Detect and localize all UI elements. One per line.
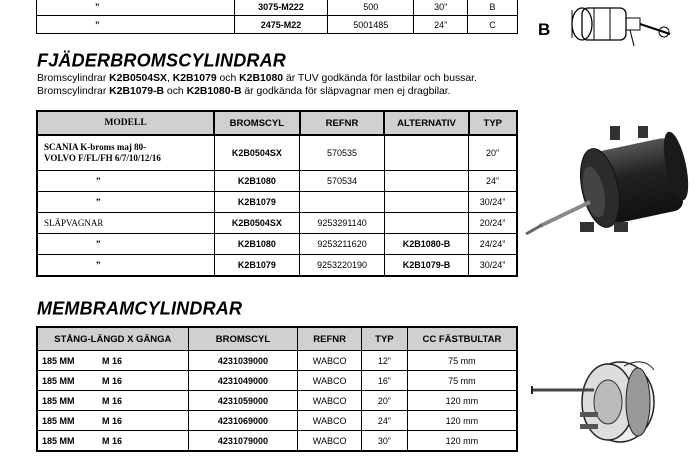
model-cell: ” bbox=[37, 0, 235, 16]
typ-cell: 30” bbox=[414, 0, 468, 16]
membrane-cylinder-image bbox=[528, 352, 668, 452]
col-header-alternativ: ALTERNATIV bbox=[384, 111, 468, 135]
length-thread-cell: 185 MM M 16 bbox=[37, 391, 188, 411]
cc-cell: 120 mm bbox=[407, 411, 517, 431]
alt-cell: K2B1079-B bbox=[384, 255, 468, 277]
table-row bbox=[37, 0, 518, 16]
table-row bbox=[37, 411, 517, 431]
typ-cell: 20” bbox=[362, 391, 408, 411]
bromscyl-cell: 4231039000 bbox=[188, 351, 298, 371]
spring-brake-cylinder-image bbox=[520, 126, 695, 266]
label-b: B bbox=[538, 20, 551, 39]
table-row bbox=[37, 213, 517, 234]
model-cell: SCANIA K-broms maj 80- VOLVO F/FL/FH 6/7/10/12/16 bbox=[37, 135, 214, 171]
bromscyl-cell: K2B1080 bbox=[214, 234, 299, 255]
bromscyl-cell: 4231069000 bbox=[188, 411, 298, 431]
length-thread-cell: 185 MM M 16 bbox=[37, 411, 188, 431]
refnr-cell bbox=[300, 192, 385, 213]
table-row bbox=[37, 371, 517, 391]
alt-cell bbox=[384, 213, 468, 234]
col-header-cc-fastbultar: CC FÄSTBULTAR bbox=[407, 327, 517, 351]
typ-cell: 24” bbox=[362, 411, 408, 431]
alt-cell: K2B1080-B bbox=[384, 234, 468, 255]
typ-cell: 24” bbox=[469, 171, 517, 192]
alt-cell: B bbox=[468, 0, 518, 16]
top-table bbox=[36, 0, 518, 34]
table-header-row bbox=[37, 111, 517, 135]
model-cell: ” bbox=[37, 171, 214, 192]
col-header-refnr: REFNR bbox=[298, 327, 362, 351]
col-header-typ: TYP bbox=[362, 327, 408, 351]
refnr-cell: 570535 bbox=[300, 135, 385, 171]
table-row bbox=[37, 135, 517, 171]
refnr-cell: 5001485 bbox=[328, 16, 414, 34]
typ-cell: 24/24” bbox=[469, 234, 517, 255]
col-header-modell: MODELL bbox=[37, 111, 214, 135]
bromscyl-cell: 4231059000 bbox=[188, 391, 298, 411]
table-row bbox=[37, 171, 517, 192]
bromscyl-cell: K2B1080 bbox=[214, 171, 299, 192]
bromscyl-cell: 4231049000 bbox=[188, 371, 298, 391]
cc-cell: 75 mm bbox=[407, 351, 517, 371]
cc-cell: 75 mm bbox=[407, 371, 517, 391]
model-cell: ” bbox=[37, 234, 214, 255]
alt-cell bbox=[384, 192, 468, 213]
table-row bbox=[37, 255, 517, 277]
typ-cell: 30/24” bbox=[469, 192, 517, 213]
bromscyl-cell: K2B0504SX bbox=[214, 213, 299, 234]
section-title-membramcylindrar: MEMBRAMCYLINDRAR bbox=[37, 297, 243, 319]
section-title-fjaderbromscylindrar: FJÄDERBROMSCYLINDRAR bbox=[37, 49, 287, 71]
membram-table bbox=[36, 326, 518, 452]
bromscyl-cell: 3075-M222 bbox=[234, 0, 328, 16]
table-row bbox=[37, 391, 517, 411]
length-thread-cell: 185 MM M 16 bbox=[37, 431, 188, 452]
typ-cell: 12” bbox=[362, 351, 408, 371]
bromscyl-cell: K2B1079 bbox=[214, 192, 299, 213]
col-header-stanglangd: STÅNG-LÄNGD X GÄNGA bbox=[37, 327, 188, 351]
refnr-cell: WABCO bbox=[298, 371, 362, 391]
col-header-bromscyl: BROMSCYL bbox=[188, 327, 298, 351]
description-line-1: Bromscylindrar K2B0504SX, K2B1079 och K2B1080 är TUV godkända för lastbilar och bussar. bbox=[37, 73, 477, 84]
model-cell: ” bbox=[37, 192, 214, 213]
refnr-cell: 9253291140 bbox=[300, 213, 385, 234]
table-row bbox=[37, 431, 517, 452]
table-row bbox=[37, 16, 518, 34]
col-header-bromscyl: BROMSCYL bbox=[214, 111, 299, 135]
refnr-cell: 500 bbox=[328, 0, 414, 16]
table-row bbox=[37, 192, 517, 213]
refnr-cell: WABCO bbox=[298, 391, 362, 411]
fjaderbroms-table bbox=[36, 110, 518, 277]
refnr-cell: 9253220190 bbox=[300, 255, 385, 277]
cc-cell: 120 mm bbox=[407, 391, 517, 411]
cc-cell: 120 mm bbox=[407, 431, 517, 452]
alt-cell bbox=[384, 171, 468, 192]
bromscyl-cell: 4231079000 bbox=[188, 431, 298, 452]
alt-cell: C bbox=[468, 16, 518, 34]
refnr-cell: WABCO bbox=[298, 431, 362, 452]
table-row bbox=[37, 234, 517, 255]
col-header-refnr: REFNR bbox=[300, 111, 385, 135]
refnr-cell: 570534 bbox=[300, 171, 385, 192]
brake-cylinder-drawing-top bbox=[560, 0, 680, 48]
refnr-cell: 9253211620 bbox=[300, 234, 385, 255]
typ-cell: 24” bbox=[414, 16, 468, 34]
typ-cell: 30/24” bbox=[469, 255, 517, 277]
typ-cell: 30” bbox=[362, 431, 408, 452]
table-header-row bbox=[37, 327, 517, 351]
model-cell: ” bbox=[37, 255, 214, 277]
bromscyl-cell: 2475-M22 bbox=[234, 16, 328, 34]
model-cell: SLÄPVAGNAR bbox=[37, 213, 214, 234]
alt-cell bbox=[384, 135, 468, 171]
table-row bbox=[37, 351, 517, 371]
typ-cell: 20/24” bbox=[469, 213, 517, 234]
col-header-typ: TYP bbox=[469, 111, 517, 135]
model-cell: ” bbox=[37, 16, 235, 34]
length-thread-cell: 185 MM M 16 bbox=[37, 371, 188, 391]
bromscyl-cell: K2B0504SX bbox=[214, 135, 299, 171]
typ-cell: 16” bbox=[362, 371, 408, 391]
bromscyl-cell: K2B1079 bbox=[214, 255, 299, 277]
typ-cell: 20” bbox=[469, 135, 517, 171]
length-thread-cell: 185 MM M 16 bbox=[37, 351, 188, 371]
refnr-cell: WABCO bbox=[298, 411, 362, 431]
description-line-2: Bromscylindrar K2B1079-B och K2B1080-B är godkända för släpvagnar men ej dragbilar. bbox=[37, 86, 451, 97]
refnr-cell: WABCO bbox=[298, 351, 362, 371]
